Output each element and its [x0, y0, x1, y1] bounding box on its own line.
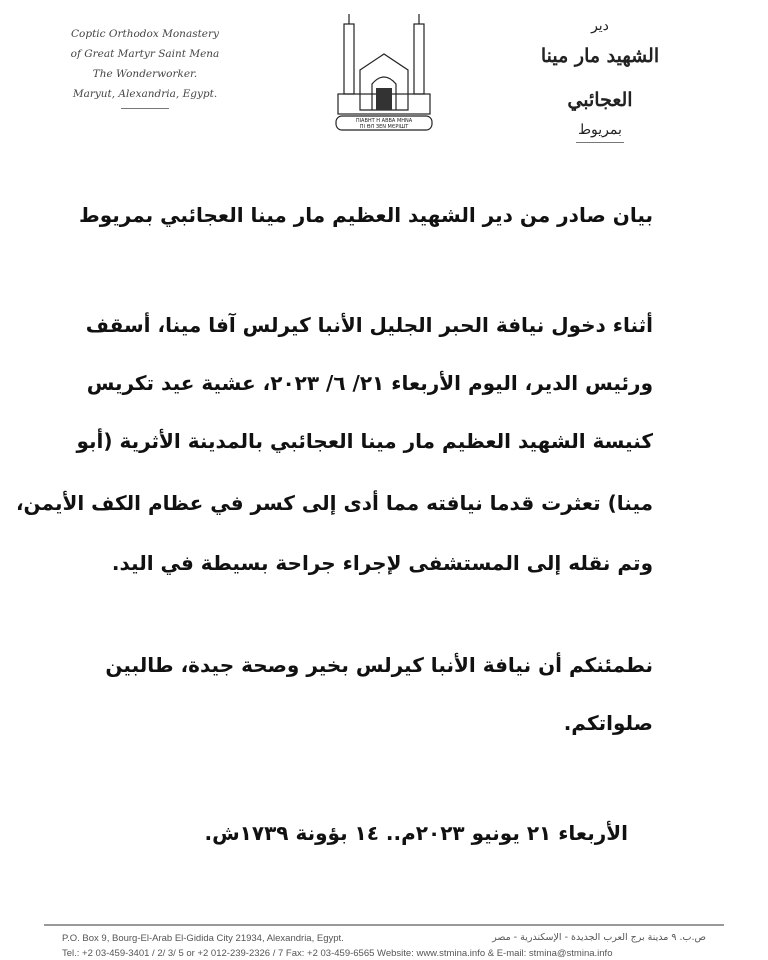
body-line: كنيسة الشهيد العظيم مار مينا العجائبي بالمدينة الأثرية (أبو — [76, 429, 653, 453]
body-line: مينا) تعثرت قدما نيافته مما أدى إلى كسر في عظام الكف الأيمن، — [15, 491, 653, 515]
emblem-caption: ПІАВНТ Н АВВА МНNА — [355, 118, 413, 124]
letterhead-line: of Great Martyr Saint Mena — [70, 48, 220, 60]
footer-address-ar: ص.ب. ٩ مدينة برج العرب الجديدة - الإسكندرية - مصر — [492, 932, 706, 943]
body-line: أثناء دخول نيافة الحبر الجليل الأنبا كيرلس آفا مينا، أسقف — [85, 313, 653, 337]
english-letterhead — [55, 24, 235, 109]
body-line: نطمئنكم أن نيافة الأنبا كيرلس بخير وصحة جيدة، طالبين — [105, 653, 653, 677]
body-line: صلواتكم. — [563, 711, 653, 735]
logo-top: دير — [591, 18, 609, 34]
letterhead-line: The Wonderworker. — [92, 68, 198, 80]
footer-contact: Tel.: +2 03-459-3401 / 2/ 3/ 5 or +2 012-239-2326 / 7 Fax: +2 03-459-6565 Website: www.stmina.info & E-mail: stmina@stmina.info — [62, 948, 613, 959]
body-line: ورئيس الدير، اليوم الأربعاء ٢١/ ٦/ ٢٠٢٣، عشية عيد تكريس — [86, 371, 653, 395]
letterhead-line: Coptic Orthodox Monastery — [71, 28, 219, 40]
statement-title: بيان صادر من دير الشهيد العظيم مار مينا العجائبي بمريوط — [78, 203, 653, 227]
body-line: وتم نقله إلى المستشفى لإجراء جراحة بسيطة في اليد. — [111, 551, 653, 575]
monastery-church-emblem — [330, 10, 438, 132]
emblem-caption: ПІ ѲЛ ЗЕN МЄРІШТ — [359, 124, 409, 130]
logo-bottom: بمريوط — [578, 122, 622, 138]
arabic-letterhead-logo — [520, 18, 680, 143]
logo-main: الشهيد مار مينا العجائبي — [540, 45, 660, 111]
statement-date: الأربعاء ٢١ يونيو ٢٠٢٣م.. ١٤ بؤونة ١٧٣٩ش. — [204, 821, 628, 845]
footer-divider — [44, 924, 724, 926]
divider — [576, 142, 624, 143]
divider — [121, 108, 169, 109]
footer-address-en: P.O. Box 9, Bourg-El-Arab El-Gidida City 21934, Alexandria, Egypt. — [62, 933, 344, 944]
letterhead-line: Maryut, Alexandria, Egypt. — [72, 88, 218, 100]
